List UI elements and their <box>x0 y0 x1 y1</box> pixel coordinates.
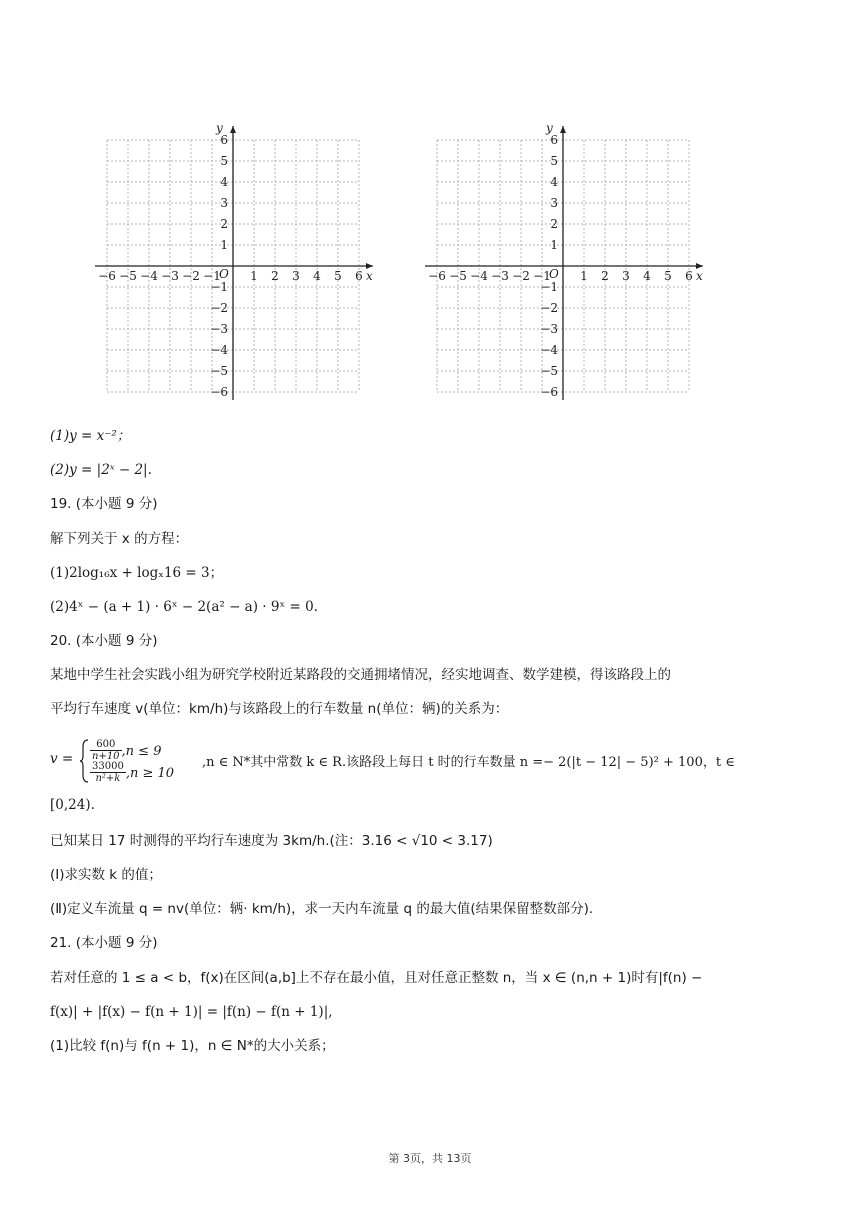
q20-known: 已知某日 17 时测得的平均行车速度为 3km/h.(注：3.16 < √10 < 3.17) <box>50 833 493 849</box>
y-axis-arrow-icon <box>560 126 566 133</box>
q18-part1: (1)y = x⁻²； <box>50 428 131 444</box>
q21-line3: (1)比较 f(n)与 f(n + 1)，n ∈ N*的大小关系； <box>50 1038 335 1054</box>
q19-part2: (2)4ˣ − (a + 1) · 6ˣ − 2(a² − a) · 9ˣ = 0. <box>50 599 318 615</box>
x-axis-label: x <box>366 269 373 283</box>
y-tick-label: −2 <box>540 301 558 315</box>
y-tick-label: 5 <box>550 154 558 168</box>
y-tick-label: −4 <box>540 343 558 357</box>
x-tick-label: 1 <box>250 269 258 283</box>
v-prefix: v = <box>50 751 74 767</box>
q18-part2: (2)y = |2ˣ − 2|. <box>50 462 152 478</box>
y-tick-label: −6 <box>210 385 228 399</box>
q21-header: 21. (本小题 9 分) <box>50 935 158 951</box>
y-tick-label: −4 <box>210 343 228 357</box>
case1-denominator: n+10 <box>92 751 120 762</box>
q19-header: 19. (本小题 9 分) <box>50 496 158 512</box>
y-tick-label: −5 <box>210 364 228 378</box>
q20-interval: [0,24). <box>50 797 95 813</box>
x-tick-label: 5 <box>334 269 342 283</box>
y-tick-label: 2 <box>220 217 228 231</box>
q20-header: 20. (本小题 9 分) <box>50 633 158 649</box>
x-tick-label: −1 <box>533 269 551 283</box>
x-tick-label: −4 <box>470 269 488 283</box>
q20-piecewise-formula <box>50 739 830 783</box>
case2-numerator: 33000 <box>92 761 124 772</box>
x-tick-label: −3 <box>161 269 179 283</box>
coordinate-grid-svg <box>408 104 728 416</box>
case1-condition: ,n ≤ 9 <box>121 744 162 759</box>
q20-part2: (Ⅱ)定义车流量 q = nv(单位：辆· km/h)，求一天内车流量 q 的最大值(结果保留整数部分). <box>50 901 594 917</box>
case-1 <box>90 739 161 762</box>
y-tick-label: 1 <box>220 238 228 252</box>
y-tick-label: 1 <box>550 238 558 252</box>
page-footer: 第 3页，共 13页 <box>388 1152 472 1165</box>
x-tick-label: −6 <box>98 269 116 283</box>
x-tick-label: 6 <box>685 269 693 283</box>
y-tick-label: 6 <box>220 133 228 147</box>
q20-part1: (Ⅰ)求实数 k 的值； <box>50 867 162 883</box>
origin-label: O <box>219 267 229 281</box>
case2-denominator: n²+k <box>95 773 121 784</box>
q19-part1: (1)2log₁₆x + logₓ16 = 3； <box>50 565 224 581</box>
y-axis-label: y <box>546 121 553 135</box>
q20-intro-line2: 平均行车速度 v(单位：km/h)与该路段上的行车数量 n(单位：辆)的关系为： <box>50 701 509 717</box>
coordinate-grid-left <box>78 104 398 416</box>
coordinate-grid-right <box>408 104 728 416</box>
x-tick-label: 2 <box>601 269 609 283</box>
x-tick-label: −5 <box>449 269 467 283</box>
x-tick-label: −6 <box>428 269 446 283</box>
x-tick-label: 3 <box>292 269 300 283</box>
x-tick-label: 4 <box>643 269 651 283</box>
case1-fraction <box>90 739 122 762</box>
y-tick-label: −5 <box>540 364 558 378</box>
case-2 <box>90 761 174 784</box>
x-tick-label: −1 <box>203 269 221 283</box>
x-tick-label: −2 <box>182 269 200 283</box>
q21-line1: 若对任意的 1 ≤ a < b，f(x)在区间(a,b]上不存在最小值，且对任意正整数 n，当 x ∈ (n,n + 1)时有|f(n) − <box>50 970 703 986</box>
y-tick-label: −2 <box>210 301 228 315</box>
coordinate-grid-svg <box>78 104 398 416</box>
q19-prompt: 解下列关于 x 的方程： <box>50 531 189 547</box>
x-tick-label: −4 <box>140 269 158 283</box>
origin-label: O <box>549 267 559 281</box>
left-brace-icon <box>80 739 90 783</box>
q20-intro-line1: 某地中学生社会实践小组为研究学校附近某路段的交通拥堵情况，经实地调查、数学建模，得该路段上的 <box>50 667 671 683</box>
y-tick-label: −6 <box>540 385 558 399</box>
x-tick-label: −3 <box>491 269 509 283</box>
y-tick-label: 4 <box>550 175 558 189</box>
y-axis-label: y <box>216 121 223 135</box>
y-tick-label: 3 <box>220 196 228 210</box>
formula-rest: ,n ∈ N*其中常数 k ∈ R.该路段上每日 t 时的行车数量 n =− 2(|t − 12| − 5)² + 100，t ∈ <box>202 755 735 770</box>
x-tick-label: 3 <box>622 269 630 283</box>
x-axis-label: x <box>696 269 703 283</box>
y-tick-label: −3 <box>540 322 558 336</box>
case2-fraction <box>90 761 126 784</box>
x-tick-label: 1 <box>580 269 588 283</box>
x-tick-label: 4 <box>313 269 321 283</box>
q21-line2: f(x)| + |f(x) − f(n + 1)| = |f(n) − f(n + 1)|, <box>50 1004 333 1020</box>
y-tick-label: −1 <box>540 280 558 294</box>
x-tick-label: 5 <box>664 269 672 283</box>
y-tick-label: 5 <box>220 154 228 168</box>
x-tick-label: −2 <box>512 269 530 283</box>
y-axis-arrow-icon <box>230 126 236 133</box>
y-tick-label: 4 <box>220 175 228 189</box>
y-tick-label: 2 <box>550 217 558 231</box>
y-tick-label: 3 <box>550 196 558 210</box>
case2-condition: ,n ≥ 10 <box>125 766 175 781</box>
x-tick-label: 2 <box>271 269 279 283</box>
case1-numerator: 600 <box>90 739 122 751</box>
y-tick-label: −3 <box>210 322 228 336</box>
x-tick-label: −5 <box>119 269 137 283</box>
y-tick-label: 6 <box>550 133 558 147</box>
y-tick-label: −1 <box>210 280 228 294</box>
x-tick-label: 6 <box>355 269 363 283</box>
